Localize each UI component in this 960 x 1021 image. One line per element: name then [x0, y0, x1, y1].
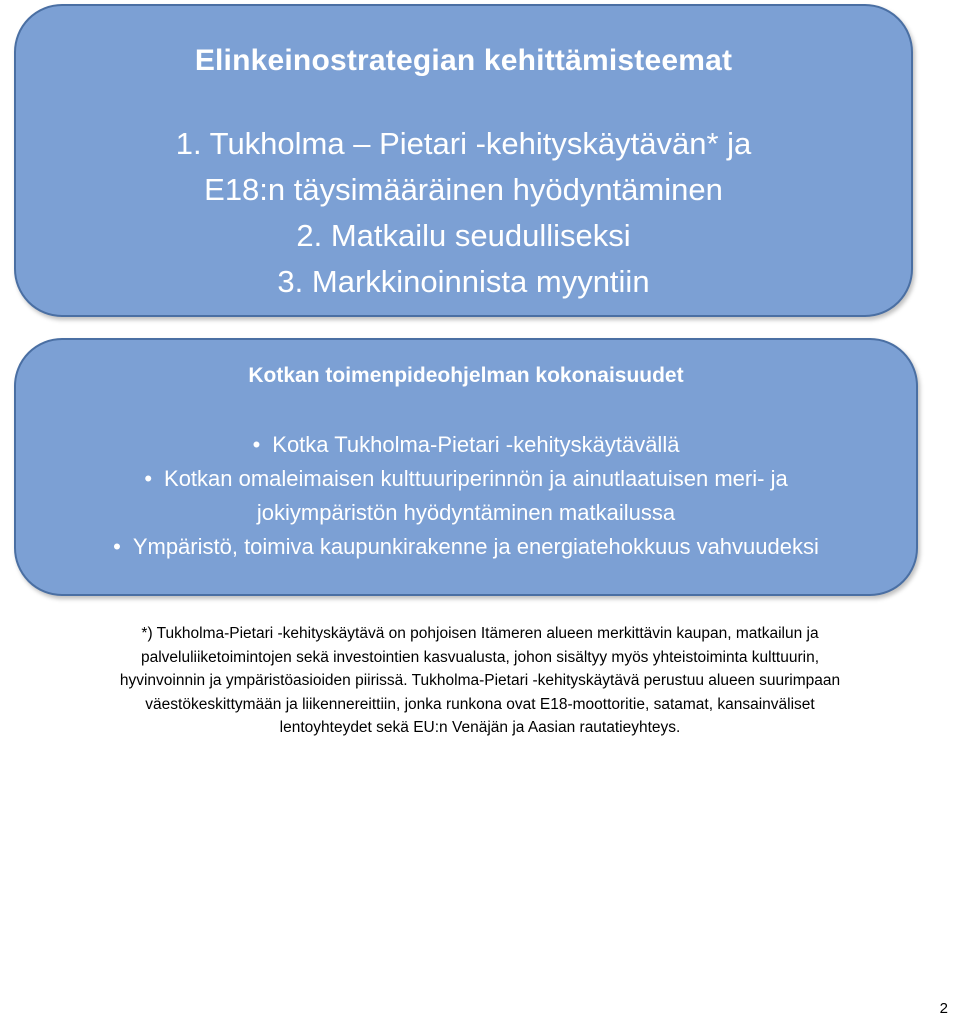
- footnote: [30, 622, 930, 740]
- bullet-item-1: [16, 428, 916, 462]
- footnote-line: väestökeskittymään ja liikennereittiin, jonka runkona ovat E18-moottoritie, satamat, kansainväliset: [145, 695, 815, 713]
- bullet-item-text: Ympäristö, toimiva kaupunkirakenne ja energiatehokkuus vahvuudeksi: [132, 534, 819, 559]
- program-bullet-list: [16, 428, 916, 564]
- footnote-line: *) Tukholma-Pietari -kehityskäytävä on pohjoisen Itämeren alueen merkittävin kaupan, matkailun ja: [141, 625, 819, 642]
- footnote-line: palveluliiketoimintojen sekä investointien kasvualusta, johon sisältyy myös yhteistoiminta kulttuurin,: [140, 648, 820, 666]
- bullet-icon: •: [113, 534, 121, 559]
- program-title: Kotkan toimenpideohjelman kokonaisuudet: [248, 364, 684, 387]
- bullet-item-2: [16, 462, 916, 496]
- footnote-line: lentoyhteydet sekä EU:n Venäjän ja Aasian rautatieyhteys.: [279, 719, 681, 736]
- bullet-item-3: [16, 530, 916, 564]
- strategy-title: Elinkeinostrategian kehittämisteemat: [194, 44, 733, 77]
- theme-line-1: 1. Tukholma – Pietari -kehityskäytävän* ja: [175, 126, 752, 161]
- bullet-icon: •: [252, 432, 261, 457]
- theme-line-4: 3. Markkinoinnista myyntiin: [277, 264, 650, 299]
- page-number: 2: [939, 1000, 948, 1017]
- strategy-themes-box: [14, 4, 913, 317]
- theme-line-2: E18:n täysimääräinen hyödyntäminen: [204, 172, 723, 207]
- bullet-item-text: Kotka Tukholma-Pietari -kehityskäytävällä: [272, 432, 680, 457]
- program-entities-box: [14, 338, 918, 596]
- bullet-icon: •: [144, 466, 153, 491]
- footnote-line: hyvinvoinnin ja ympäristöasioiden piirissä. Tukholma-Pietari -kehityskäytävä perustuu alueen suurimpaan: [119, 672, 841, 689]
- bullet-item-2-continuation: jokiympäristön hyödyntäminen matkailussa: [256, 500, 676, 525]
- theme-line-3: 2. Matkailu seudulliseksi: [296, 218, 631, 253]
- bullet-item-text: Kotkan omaleimaisen kulttuuriperinnön ja ainutlaatuisen meri- ja: [164, 466, 788, 491]
- strategy-themes-list: [16, 121, 911, 305]
